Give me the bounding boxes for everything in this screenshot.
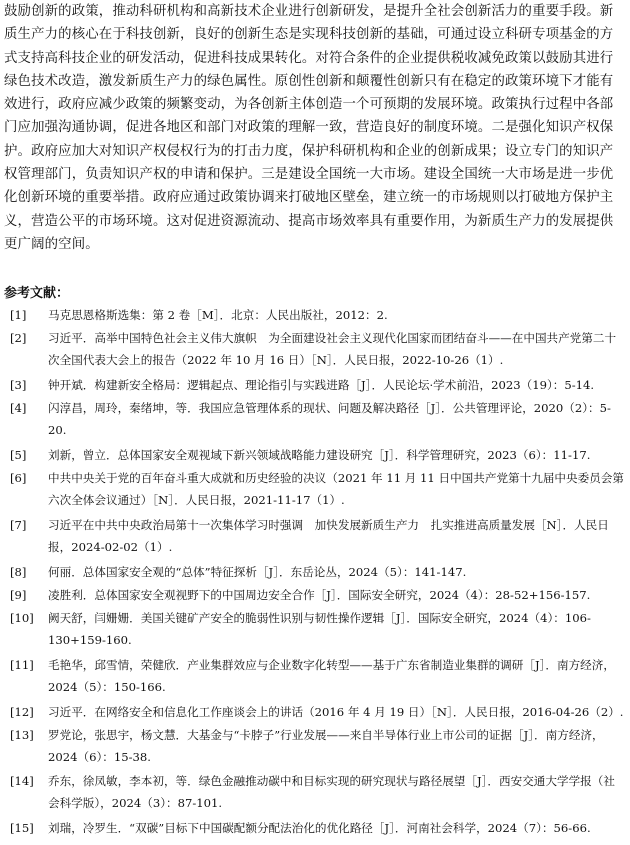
reference-item-4 — [0, 397, 626, 441]
reference-text: 何丽．总体国家安全观的“总体”特征探析［J］．东岳论丛，2024（5）：141-147. — [48, 565, 467, 579]
reference-item-3 — [0, 374, 626, 396]
reference-item-7 — [0, 514, 626, 558]
reference-text: 习近平．在网络安全和信息化工作座谈会上的讲话（2016 年 4 月 19 日）［N］．人民日报，2016-04-26（2）. — [48, 705, 624, 719]
reference-item-9 — [0, 584, 626, 606]
reference-text: 闪淳昌，周玲，秦绪坤，等．我国应急管理体系的现状、问题及解决路径［J］．公共管理评论，2020（2）：5-20. — [48, 401, 611, 437]
reference-text: 乔东，徐凤敏，李本初，等．绿色金融推动碳中和目标实现的研究现状与路径展望［J］．西安交通大学学报（社会科学版），2024（3）：87-101. — [48, 774, 615, 810]
reference-number: [7] — [10, 518, 27, 532]
reference-text: 刘瑞，冷罗生．“双碳”目标下中国碳配额分配法治化的优化路径［J］．河南社会科学，2024（7）：56-66. — [48, 821, 591, 835]
reference-text: 习近平在中共中央政治局第十一次集体学习时强调 加快发展新质生产力 扎实推进高质量发展［N］．人民日报，2024-02-02（1）. — [48, 518, 609, 554]
reference-text: 刘新，曾立．总体国家安全观视域下新兴领域战略能力建设研究［J］．科学管理研究，2023（6）：11-17. — [48, 448, 591, 462]
reference-number: [3] — [10, 378, 27, 392]
reference-item-6 — [0, 467, 626, 511]
reference-item-2 — [0, 327, 626, 371]
reference-text: 中共中央关于党的百年奋斗重大成就和历史经验的决议（2021 年 11 月 11 日中国共产党第十九届中央委员会第六次全体会议通过）［N］．人民日报，2021-11-17（1）. — [48, 471, 624, 507]
reference-text: 阙天舒，闫姗姗．美国关键矿产安全的脆弱性识别与韧性操作逻辑［J］．国际安全研究，2024（4）：106-130+159-160. — [48, 611, 591, 647]
reference-number: [15] — [10, 821, 34, 835]
reference-number: [13] — [10, 728, 34, 742]
reference-item-11 — [0, 654, 626, 698]
reference-item-13 — [0, 724, 626, 768]
reference-item-14 — [0, 770, 626, 814]
reference-text: 马克思恩格斯选集：第 2 卷［M］．北京：人民出版社，2012：2. — [48, 308, 388, 322]
reference-number: [1] — [10, 308, 27, 322]
reference-text: 毛艳华，邱雪情，荣健欣．产业集群效应与企业数字化转型——基于广东省制造业集群的调研［J］．南方经济，2024（5）：150-166. — [48, 658, 615, 694]
body-paragraph: 鼓励创新的政策，推动科研机构和高新技术企业进行创新研发，是提升全社会创新活力的重要手段。新质生产力的核心在于科技创新，良好的创新生态是实现科技创新的基础，可通过设立科研专项基金的方式支持高科技企业的研发活动，促进科技成果转化。对符合条件的企业提供税收减免政策以鼓励其进行绿色技术改造，激发新质生产力的绿色属性。原创性创新和颠覆性创新只有在稳定的政策环境下才能有效进行，政府应减少政策的频繁变动，为各创新主体创造一个可预期的发展环境。政策执行过程中各部门应加强沟通协调，促进各地区和部门对政策的理解一致，营造良好的制度环境。二是强化知识产权保护。政府应加大对知识产权侵权行为的打击力度，保护科研机构和企业的创新成果；设立专门的知识产权管理部门，负责知识产权的申请和保护。三是建设全国统一大市场。建设全国统一大市场是进一步优化创新环境的重要举措。政府应通过政策协调来打破地区壁垒，建立统一的市场规则以打破地方保护主义，营造公平的市场环境。这对促进资源流动、提高市场效率具有重要作用，为新质生产力的发展提供更广阔的空间。 — [4, 4, 614, 252]
reference-item-10 — [0, 607, 626, 651]
reference-number: [9] — [10, 588, 27, 602]
reference-item-5 — [0, 444, 626, 466]
reference-number: [4] — [10, 401, 27, 415]
reference-number: [12] — [10, 705, 34, 719]
reference-item-12 — [0, 701, 626, 723]
references-title: 参考文献： — [4, 286, 70, 301]
reference-number: [10] — [10, 611, 34, 625]
reference-number: [8] — [10, 565, 27, 579]
reference-number: [11] — [10, 658, 34, 672]
reference-number: [5] — [10, 448, 27, 462]
reference-text: 钟开斌．构建新安全格局：逻辑起点、理论指引与实践进路［J］．人民论坛·学术前沿，2023（19）：5-14. — [48, 378, 595, 392]
reference-text: 习近平．高举中国特色社会主义伟大旗帜 为全面建设社会主义现代化国家而团结奋斗——在中国共产党第二十次全国代表大会上的报告（2022 年 10 月 16 日）［N］．人民日报，2022-10-26（1）. — [48, 331, 617, 367]
reference-item-15 — [0, 817, 626, 839]
reference-text: 罗党论，张思宇，杨文慧．大基金与“卡脖子”行业发展——来自半导体行业上市公司的证据［J］．南方经济，2024（6）：15-38. — [48, 728, 604, 764]
reference-number: [6] — [10, 471, 27, 485]
reference-item-1 — [0, 304, 626, 326]
reference-number: [14] — [10, 774, 34, 788]
reference-number: [2] — [10, 331, 27, 345]
reference-item-8 — [0, 561, 626, 583]
reference-text: 凌胜利．总体国家安全观视野下的中国周边安全合作［J］．国际安全研究，2024（4）：28-52+156-157. — [48, 588, 591, 602]
